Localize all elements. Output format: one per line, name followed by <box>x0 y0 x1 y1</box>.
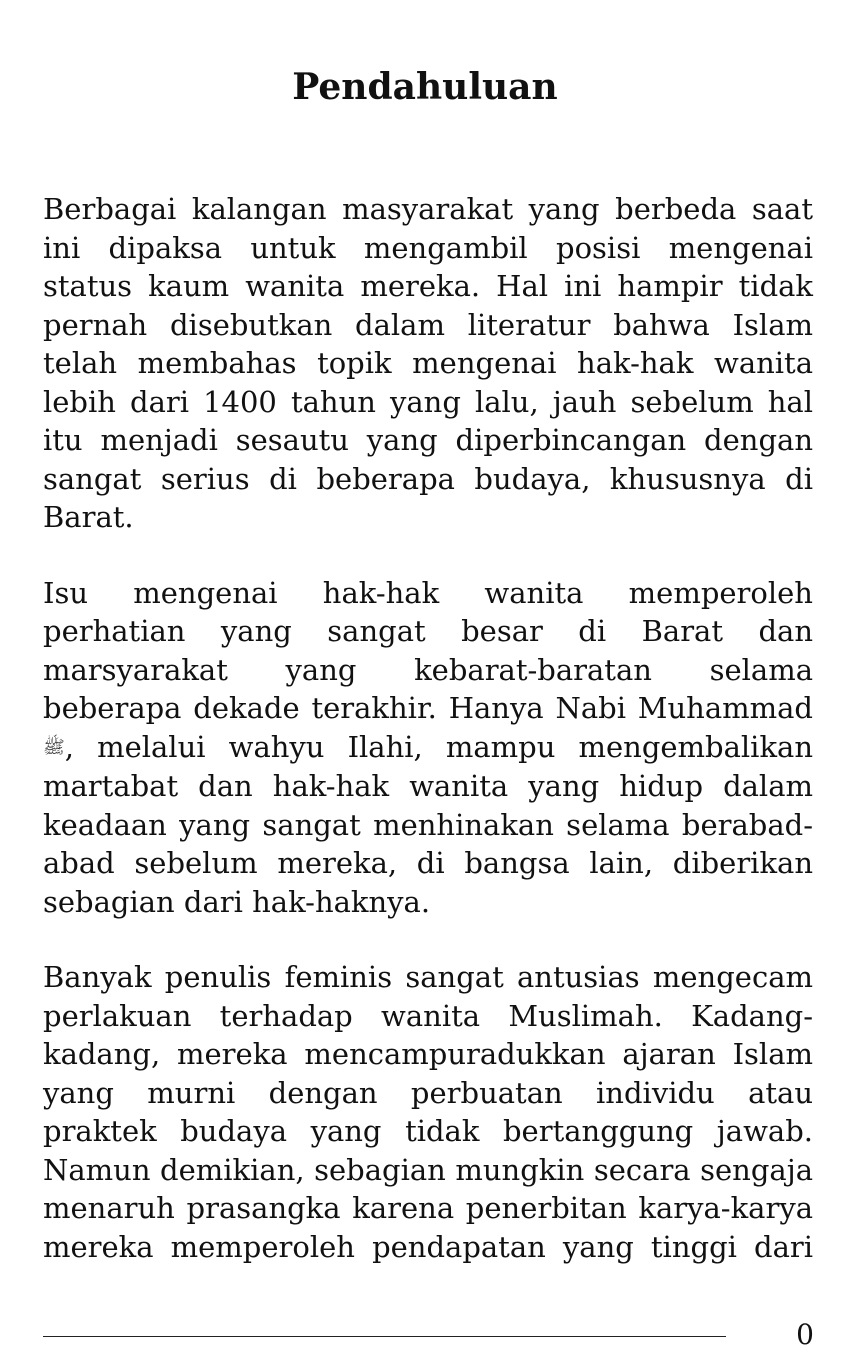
paragraph-2-text-after: , melalui wahyu Ilahi, mampu mengembalikan martabat dan hak-hak wanita yang hidup dalam keadaan yang sangat menhinakan selama berabad-abad sebelum mereka, di bangsa lain, diberikan sebagian dari hak-haknya. <box>43 729 813 919</box>
paragraph-2-text-before: Isu mengenai hak-hak wanita memperoleh perhatian yang sangat besar di Barat dan marsyarakat yang kebarat-baratan selama beberapa dekade terakhir. Hanya Nabi Muhammad <box>43 575 813 725</box>
paragraph-3: Banyak penulis feminis sangat antusias mengecam perlakuan terhadap wanita Muslimah. Kadang-kadang, mereka mencampuradukkan ajaran Islam yang murni dengan perbuatan individu atau praktek budaya yang tidak bertanggung jawab. Namun demikian, sebagian mungkin secara sengaja menaruh prasangka karena penerbitan karya-karya mereka memperoleh pendapatan yang tinggi dari <box>43 960 813 1264</box>
body-text <box>43 190 813 1266</box>
footer-rule <box>43 1336 726 1337</box>
page-title: Pendahuluan <box>292 66 558 108</box>
salawat-honorific-icon: ﷺ <box>43 736 65 758</box>
page-number: 0 <box>796 1318 814 1351</box>
paragraph-2 <box>43 574 813 922</box>
paragraph-1: Berbagai kalangan masyarakat yang berbeda saat ini dipaksa untuk mengambil posisi mengenai status kaum wanita mereka. Hal ini hampir tidak pernah disebutkan dalam literatur bahwa Islam telah membahas topik mengenai hak-hak wanita lebih dari 1400 tahun yang lalu, jauh sebelum hal itu menjadi sesautu yang diperbincangan dengan sangat serius di beberapa budaya, khususnya di Barat. <box>43 192 813 534</box>
